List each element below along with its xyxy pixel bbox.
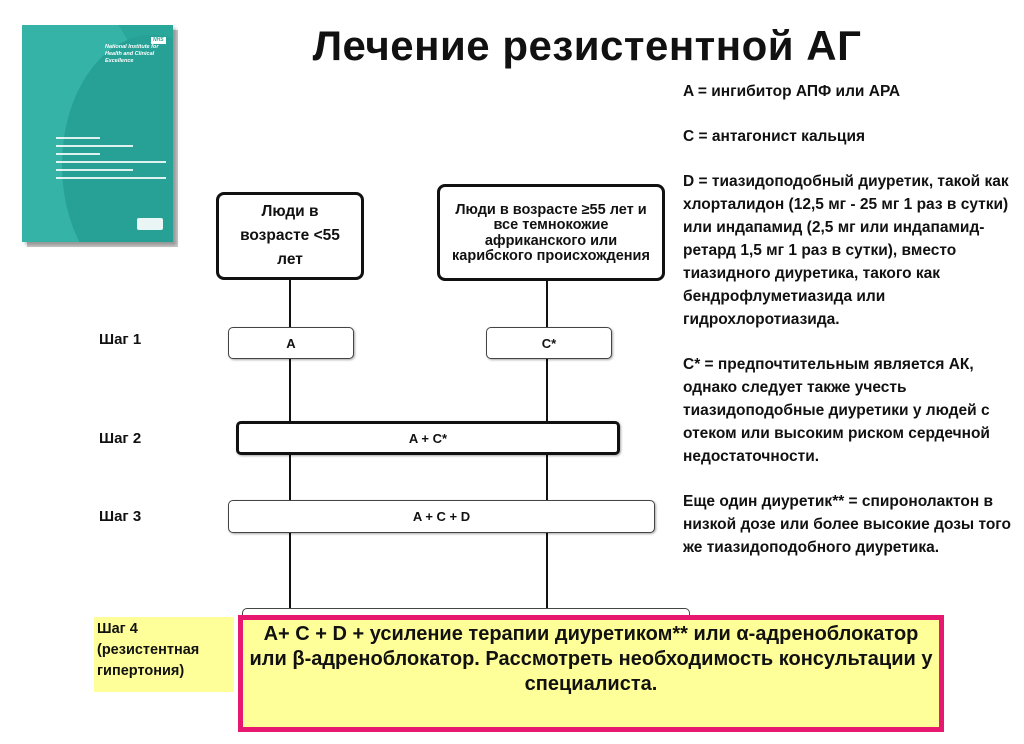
legend-item-extra-diuretic: Еще один диуретик** = спиронолактон в низкой дозе или более высокие дозы того же тиазидоподобного диуретика. (683, 493, 1012, 556)
cover-org-logo: NHS National Institute for Health and Clinical Excellence (105, 37, 164, 64)
step4-label: Шаг 4 (резистентная гипертония) (94, 617, 234, 692)
cover-text-lines (56, 137, 166, 185)
cover-nice-logo (137, 218, 163, 230)
population-young-box (216, 192, 364, 280)
legend-item-a: A = ингибитор АПФ или АРА (683, 83, 901, 100)
legend-item-d: D = тиазидоподобный диуретик, такой как хлорталидон (12,5 мг - 25 мг 1 раз в сутки) или индапамид (2,5 мг или индапамид-ретард 1,5 мг 1 раз в сутки), вместо тиазидного диуретика, такого как бендрофлуметиазида или гидрохлоротиазида. (683, 173, 1009, 328)
population-old-label: Люди в возрасте ≥55 лет и все темнокожие африканского или карибского происхождения (452, 201, 650, 264)
step2-label: Шаг 2 (99, 430, 142, 447)
step3-box: A + C + D (228, 500, 655, 533)
step4-box: A+ C + D + усиление терапии диуретиком** или α-адреноблокатор или β-адреноблокатор. Рассмотреть необходимость консультации у специалиста. (238, 615, 944, 732)
step3-label: Шаг 3 (99, 508, 142, 525)
legend (683, 80, 1018, 581)
population-old-box (437, 184, 665, 281)
page-title: Лечение резистентной АГ (312, 22, 862, 69)
step1-label: Шаг 1 (99, 331, 142, 348)
legend-item-c-star: C* = предпочтительным является АК, однако следует также учесть тиазидоподобные диуретики у людей с отеком или высоким риском сердечной недостаточности. (683, 356, 990, 465)
step1-left-box: A (228, 327, 354, 359)
step2-box: A + C* (236, 421, 620, 455)
legend-item-c: C = антагонист кальция (683, 128, 866, 145)
population-young-label: Люди в возрасте <55 лет (240, 203, 340, 268)
step1-right-box: C* (486, 327, 612, 359)
